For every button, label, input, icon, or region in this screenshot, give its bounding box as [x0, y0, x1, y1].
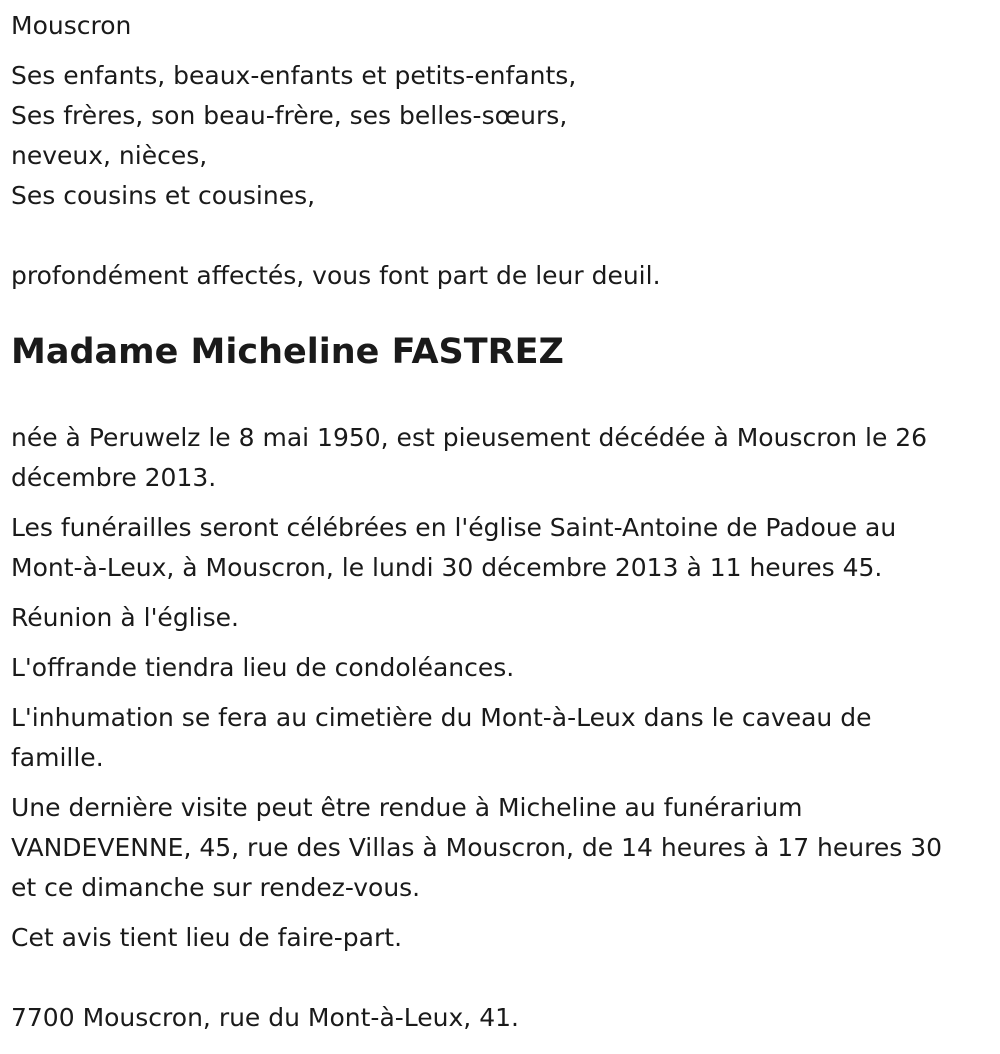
paragraph-line: L'offrande tiendra lieu de condoléances. — [11, 653, 515, 682]
paragraph-line: décembre 2013. — [11, 463, 217, 492]
meeting-paragraph — [11, 598, 1000, 638]
deceased-name: Madame Micheline FASTREZ — [11, 332, 564, 372]
burial-paragraph — [11, 698, 1000, 778]
paragraph-line: L'inhumation se fera au cimetière du Mont-à-Leux dans le caveau de — [11, 703, 872, 732]
paragraph-line: Les funérailles seront célébrées en l'église Saint-Antoine de Padoue au — [11, 513, 897, 542]
funeral-paragraph — [11, 508, 1000, 588]
paragraph-line: Réunion à l'église. — [11, 603, 239, 632]
birth-death-paragraph — [11, 418, 1000, 498]
visit-paragraph — [11, 788, 1000, 908]
family-line: Ses frères, son beau-frère, ses belles-sœurs, — [11, 101, 568, 130]
place-heading: Mouscron — [11, 11, 132, 40]
family-line: neveux, nièces, — [11, 141, 208, 170]
paragraph-line: famille. — [11, 743, 104, 772]
paragraph-line: Une dernière visite peut être rendue à Micheline au funérarium — [11, 793, 803, 822]
family-address: 7700 Mouscron, rue du Mont-à-Leux, 41. — [11, 1003, 519, 1032]
paragraph-line: Mont-à-Leux, à Mouscron, le lundi 30 décembre 2013 à 11 heures 45. — [11, 553, 883, 582]
family-line: Ses enfants, beaux-enfants et petits-enfants, — [11, 61, 577, 90]
paragraph-line: VANDEVENNE, 45, rue des Villas à Mouscron, de 14 heures à 17 heures 30 — [11, 833, 943, 862]
notice-paragraph — [11, 918, 1000, 958]
family-list — [11, 56, 1000, 216]
paragraph-line: et ce dimanche sur rendez-vous. — [11, 873, 421, 902]
paragraph-line: Cet avis tient lieu de faire-part. — [11, 923, 403, 952]
announcement-text: profondément affectés, vous font part de leur deuil. — [11, 261, 661, 290]
offering-paragraph — [11, 648, 1000, 688]
family-line: Ses cousins et cousines, — [11, 181, 316, 210]
paragraph-line: née à Peruwelz le 8 mai 1950, est pieusement décédée à Mouscron le 26 — [11, 423, 928, 452]
